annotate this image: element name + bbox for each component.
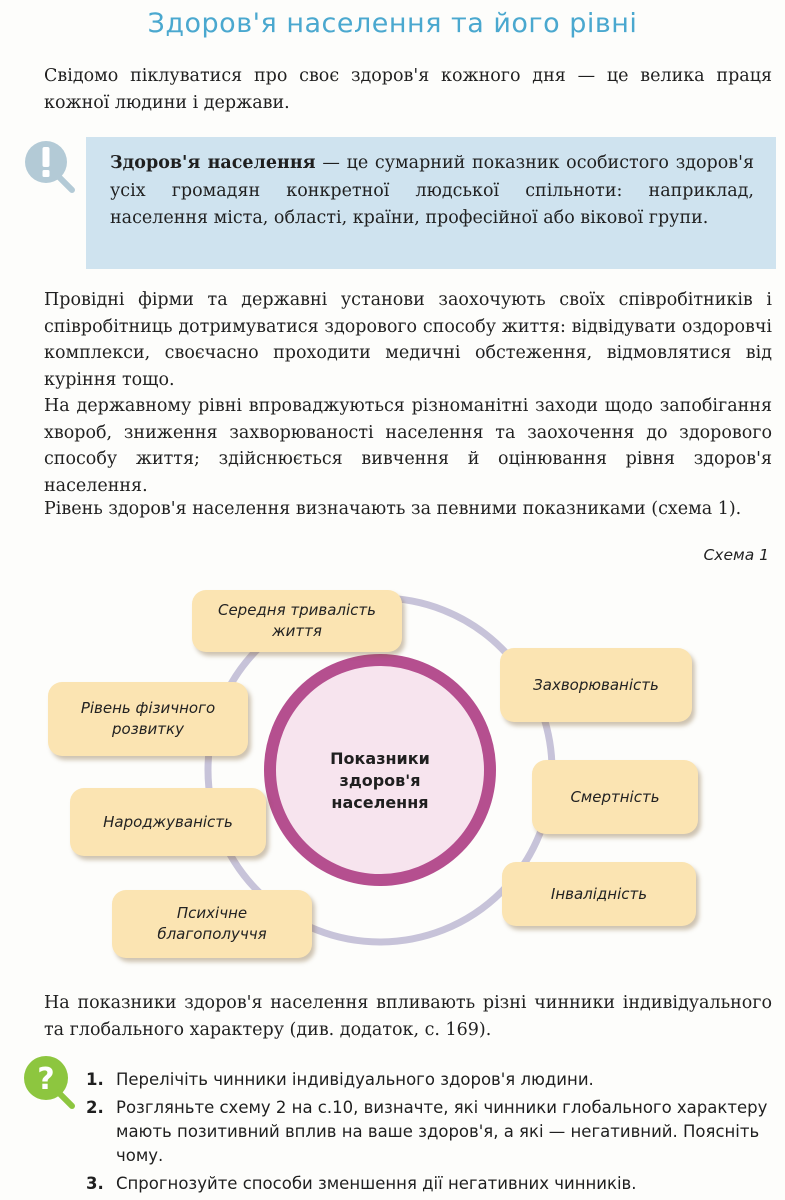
question-item bbox=[86, 1068, 776, 1092]
health-indicators-diagram bbox=[0, 570, 785, 975]
question-number: 1. bbox=[86, 1070, 104, 1089]
paragraph-3: Рівень здоров'я населення визначають за певними показниками (схема 1). bbox=[44, 499, 742, 519]
question-item bbox=[86, 1096, 776, 1168]
node-birth-rate: Народжуваність bbox=[70, 788, 266, 856]
exclamation-icon bbox=[22, 138, 78, 194]
center-label: Показники здоров'я населення bbox=[330, 749, 430, 812]
question-number: 3. bbox=[86, 1174, 104, 1193]
node-mental-wellbeing: Психічне благополуччя bbox=[112, 890, 312, 958]
node-mortality: Смертність bbox=[532, 760, 698, 834]
question-number: 2. bbox=[86, 1098, 104, 1117]
node-life-expectancy: Середня тривалість життя bbox=[192, 590, 402, 652]
definition-text: — це сумарний показник особистого здоров'я усіх громадян конкретної людської спільноти: наприклад, населення міста, області, країни, професійної або вікової групи. bbox=[110, 153, 754, 228]
question-text: Перелічіть чинники індивідуального здоров'я людини. bbox=[116, 1070, 594, 1089]
paragraph-1: Провідні фірми та державні установи заохочують своїх співробітників і співробітниць дотримуватися здорового способу життя: відвідувати оздоровчі комплекси, своєчасно проходити медичні обстеження, відмовлятися від куріння тощо. bbox=[44, 290, 772, 390]
definition-term: Здоров'я населення bbox=[110, 153, 316, 173]
question-icon bbox=[20, 1052, 78, 1110]
definition-box bbox=[86, 137, 776, 269]
question-item bbox=[86, 1172, 776, 1196]
questions-list bbox=[86, 1068, 776, 1200]
intro-paragraph: Свідомо піклуватися про своє здоров'я кожного дня — це велика праця кожної людини і держави. bbox=[44, 66, 772, 113]
after-schema-paragraph: На показники здоров'я населення впливають різні чинники індивідуального та глобального характеру (див. додаток, с. 169). bbox=[44, 993, 772, 1040]
page-title: Здоров'я населення та його рівні bbox=[147, 8, 638, 39]
question-text: Спрогнозуйте способи зменшення дії негативних чинників. bbox=[116, 1174, 637, 1193]
paragraph-2: На державному рівні впроваджуються різноманітні заходи щодо запобігання хвороб, зниження захворюваності населення та заохочення до здорового способу життя; здійснюється вивчення й оцінювання рівня здоров'я населення. bbox=[44, 396, 772, 496]
svg-text:?: ? bbox=[37, 1062, 55, 1097]
node-physical-development: Рівень фізичного розвитку bbox=[48, 682, 248, 756]
node-disability: Інвалідність bbox=[502, 862, 696, 926]
node-morbidity: Захворюваність bbox=[500, 648, 692, 722]
question-text: Розгляньте схему 2 на с.10, визначте, які чинники глобального характеру мають позитивний вплив на ваше здоров'я, а які — негативний. Поясніть чому. bbox=[116, 1098, 768, 1165]
schema-label: Схема 1 bbox=[703, 546, 769, 564]
